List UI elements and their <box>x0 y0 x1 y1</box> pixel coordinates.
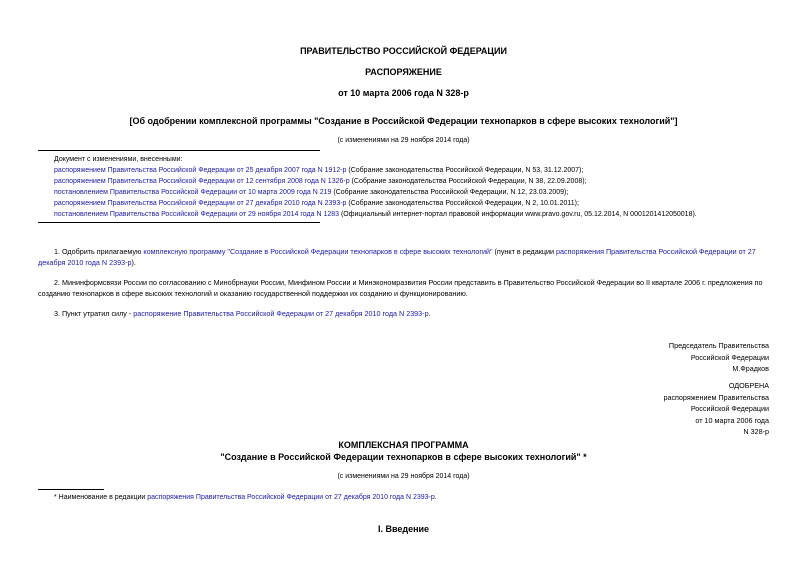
government-heading: ПРАВИТЕЛЬСТВО РОССИЙСКОЙ ФЕДЕРАЦИИ <box>300 46 507 56</box>
divider-top <box>38 150 320 151</box>
changes-list <box>54 165 697 220</box>
approval-number: N 328-р <box>743 427 769 436</box>
change-item <box>54 165 697 176</box>
footnote <box>54 492 437 503</box>
change-source: (Собрание законодательства Российской Федерации, N 38, 22.09.2008); <box>349 178 587 185</box>
change-source: (Собрание законодательства Российской Федерации, N 2, 10.01.2011); <box>346 200 579 207</box>
signature-name: М.Фрадков <box>732 364 769 373</box>
signature-block <box>669 340 769 375</box>
change-link[interactable]: постановлением Правительства Российской Федерации от 10 марта 2009 года N 219 <box>54 189 332 196</box>
paragraph-1 <box>38 246 770 268</box>
approval-date: от 10 марта 2006 года <box>695 415 769 425</box>
paragraph-text: . <box>428 309 431 318</box>
paragraph-text: ). <box>131 258 136 267</box>
program-title: "Создание в Российской Федерации технопарков в сфере высоких технологий" * <box>220 452 587 462</box>
change-item <box>54 176 697 187</box>
change-source: (Собрание законодательства Российской Федерации, N 12, 23.03.2009); <box>331 189 569 196</box>
change-link[interactable]: распоряжением Правительства Российской Федерации от 25 декабря 2007 года N 1912-р <box>54 167 347 174</box>
program-amended-note: (с изменениями на 29 ноября 2014 года) <box>337 473 470 480</box>
approval-body: Российской Федерации <box>690 404 769 413</box>
change-source: (Собрание законодательства Российской Федерации, N 53, 31.12.2007); <box>346 167 584 174</box>
section-title: I. Введение <box>377 524 430 534</box>
footnote-link[interactable]: распоряжения Правительства Российской Федерации от 27 декабря 2010 года N 2393-р <box>147 494 435 501</box>
change-link[interactable]: распоряжением Правительства Российской Федерации от 12 сентября 2008 года N 1326-р <box>54 178 350 185</box>
document-date: от 10 марта 2006 года N 328-р <box>338 88 469 98</box>
document-title: [Об одобрении комплексной программы "Создание в Российской Федерации технопарков в сфере высоких технологий"] <box>129 116 678 126</box>
change-source: (Официальный интернет-портал правовой информации www.pravo.gov.ru, 05.12.2014, N 0001201412050018). <box>339 211 697 218</box>
changes-intro: Документ с изменениями, внесенными: <box>54 156 183 163</box>
paragraph-2: 2. Мининформсвязи России по согласованию с Минобрнауки России, Минфином России и Минэкономразвития России представить в Правительство Российской Федерации во II квартале 2006 г. предложения по созданию технопарков в сфере высоких технологий и оказанию государственной поддержки их созданию и функционированию. <box>38 278 763 298</box>
footnote-divider <box>38 489 104 490</box>
footnote-text: * Наименование в редакции <box>54 494 148 501</box>
change-link[interactable]: распоряжением Правительства Российской Федерации от 27 декабря 2010 года N 2393-р <box>54 200 347 207</box>
change-item <box>54 198 697 209</box>
change-item <box>54 209 697 220</box>
divider-bottom <box>38 222 320 223</box>
paragraph-text: 3. Пункт утратил силу - <box>54 309 134 318</box>
program-link[interactable]: комплексную программу "Создание в Российской Федерации технопарков в сфере высоких технологий" <box>143 247 493 256</box>
approval-block <box>663 380 769 438</box>
amended-note: (с изменениями на 29 ноября 2014 года) <box>337 137 470 144</box>
change-link[interactable]: постановлением Правительства Российской Федерации от 29 ноября 2014 года N 1283 <box>54 211 340 218</box>
order-link[interactable]: распоряжения Правительства Российской Федерации от 27 декабря 2010 года N 2393-р <box>38 247 756 267</box>
program-heading: КОМПЛЕКСНАЯ ПРОГРАММА <box>338 440 469 450</box>
document-type: РАСПОРЯЖЕНИЕ <box>365 67 442 77</box>
paragraph-text: (пункт в редакции <box>492 247 557 256</box>
signature-position: Председатель Правительства <box>668 341 769 350</box>
approval-by: распоряжением Правительства <box>663 392 769 402</box>
order-link[interactable]: распоряжение Правительства Российской Федерации от 27 декабря 2010 года N 2393-р <box>133 309 429 318</box>
approval-title: ОДОБРЕНА <box>728 381 769 390</box>
change-item <box>54 187 697 198</box>
signature-body: Российской Федерации <box>690 352 769 362</box>
footnote-text: . <box>434 494 437 501</box>
paragraph-text: 1. Одобрить прилагаемую <box>54 247 144 256</box>
paragraph-3 <box>38 308 770 319</box>
